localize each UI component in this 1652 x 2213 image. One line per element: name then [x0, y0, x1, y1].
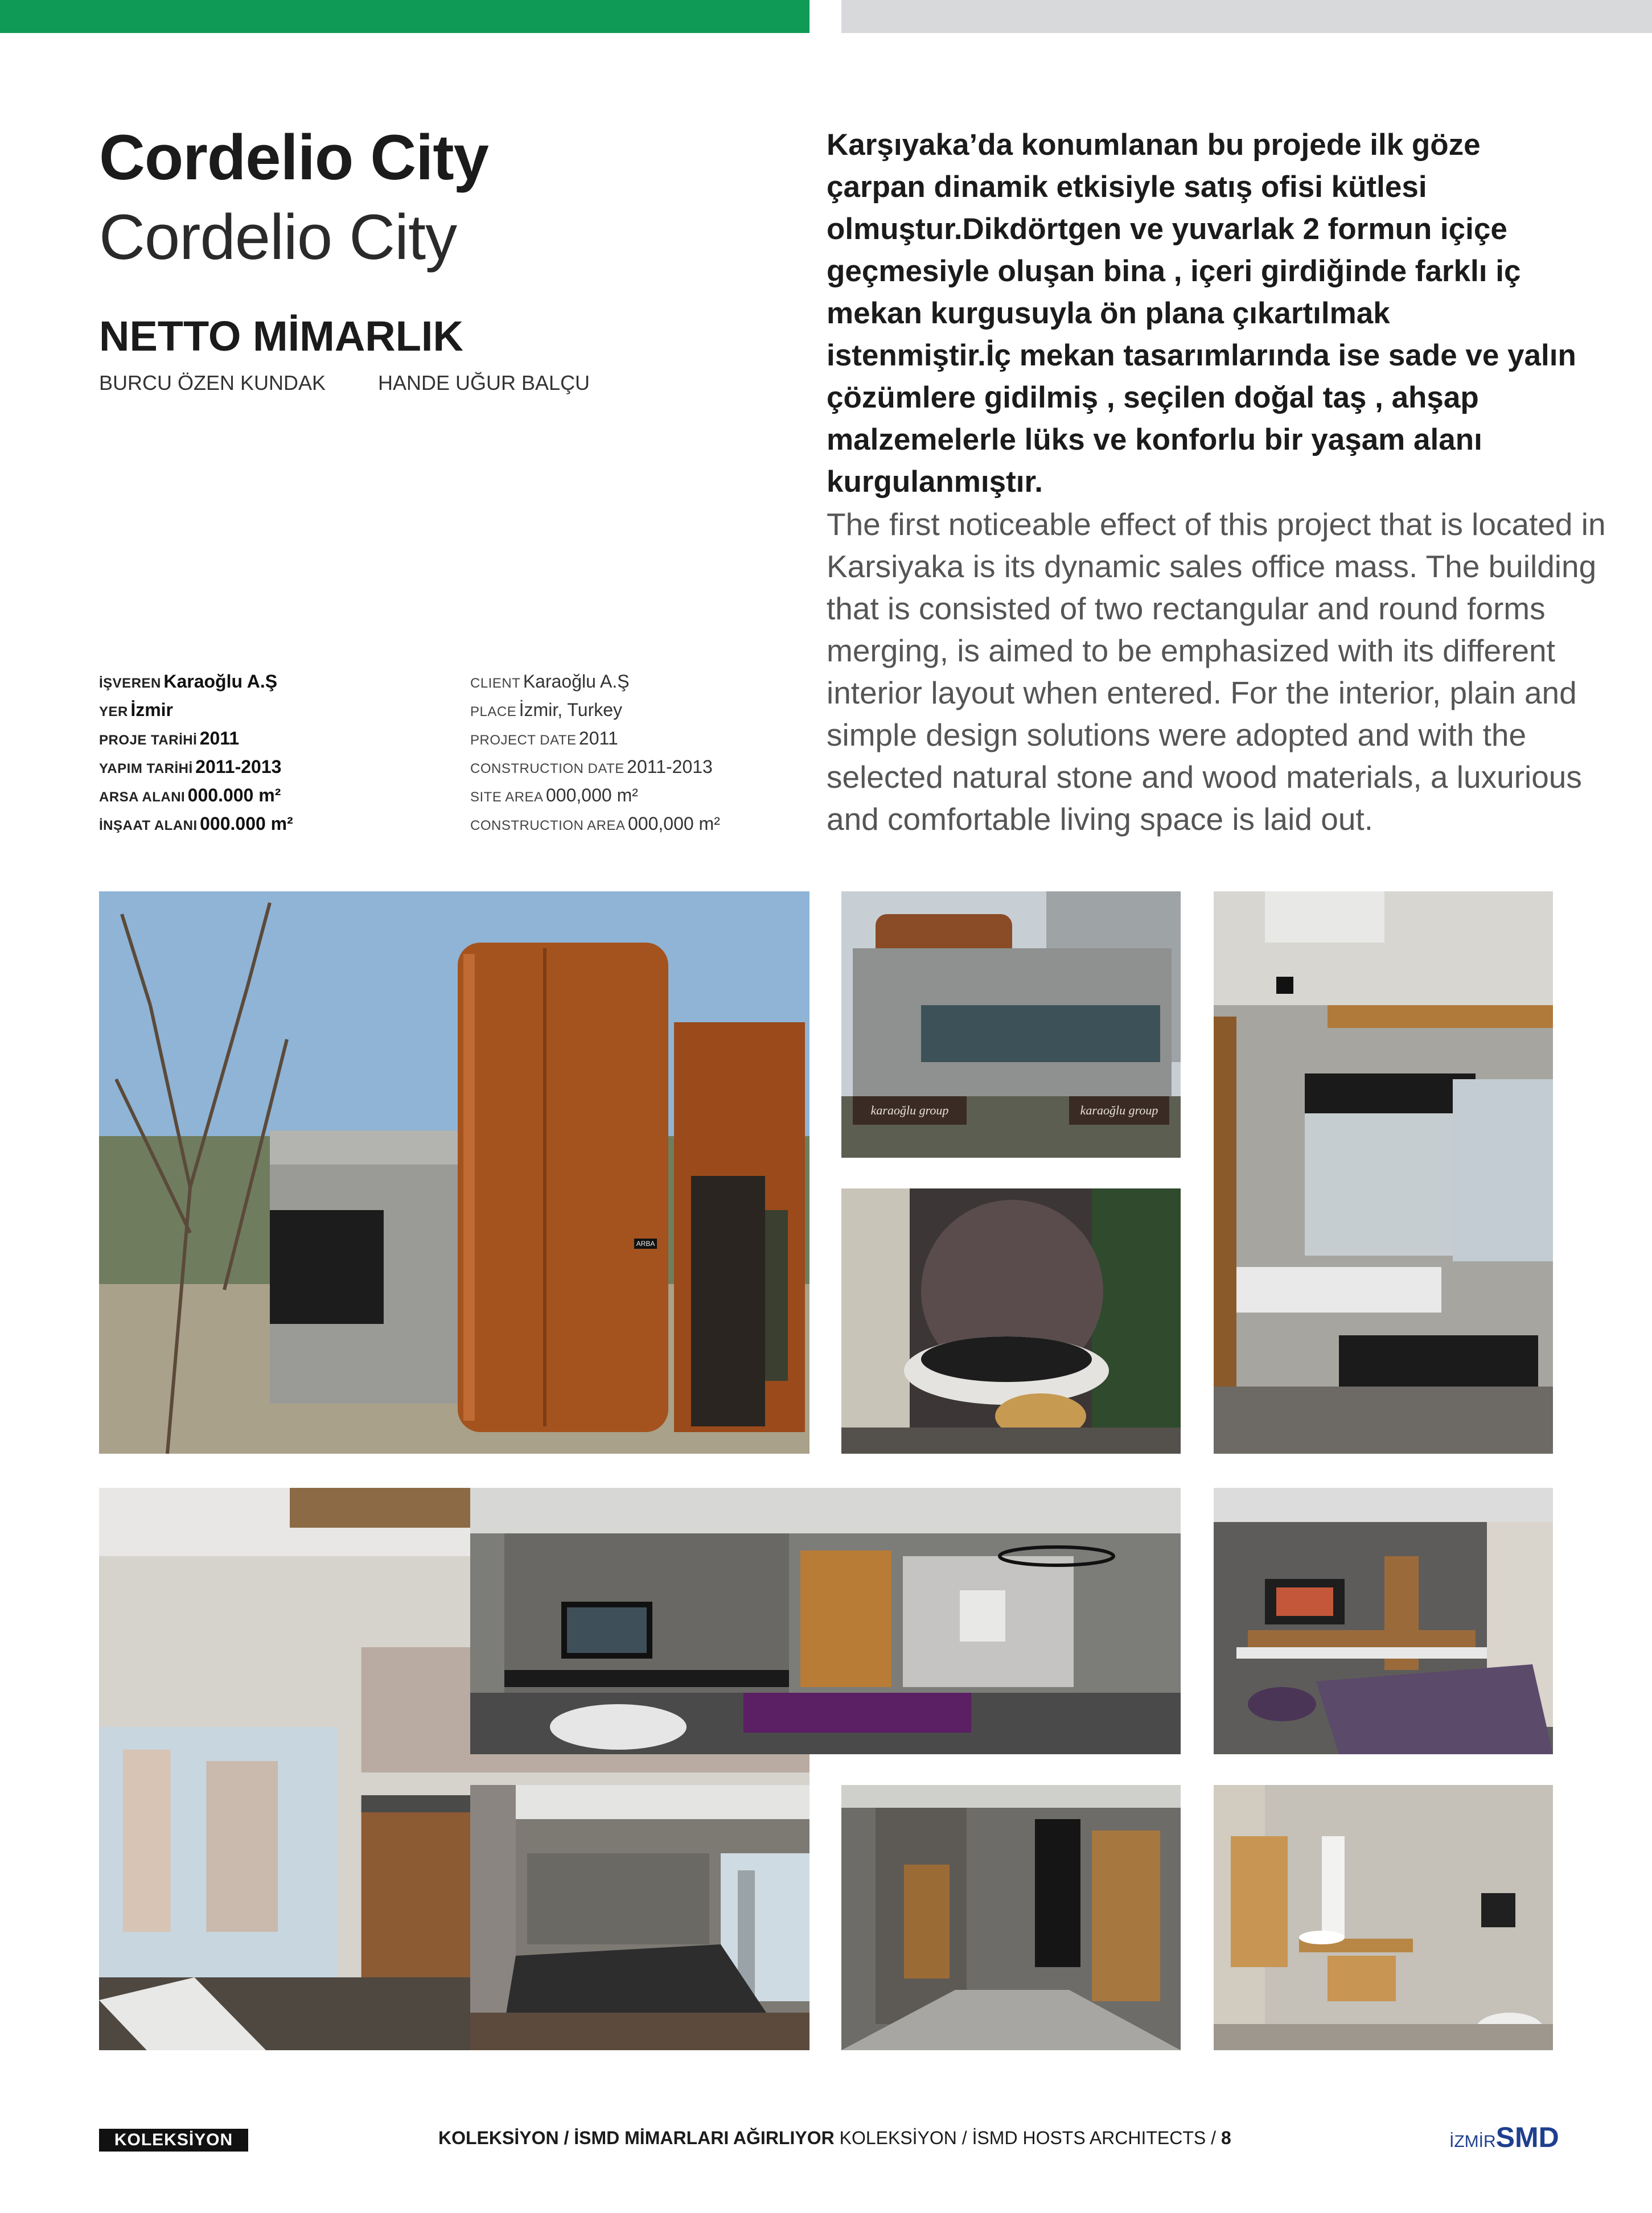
round-seating-photo: [841, 1188, 1181, 1454]
info-row: [99, 781, 429, 809]
footer-title-en: KOLEKSİYON / İSMD HOSTS ARCHITECTS /: [839, 2128, 1217, 2148]
info-key: YER: [99, 704, 128, 719]
info-row: [99, 809, 429, 838]
info-row: [99, 724, 429, 752]
project-title-tr: Cordelio City: [99, 122, 488, 193]
firm-name: NETTO MİMARLIK: [99, 312, 463, 360]
footer-running-title: [438, 2128, 1231, 2149]
exterior-photo: [99, 891, 809, 1454]
info-key: PROJECT DATE: [470, 733, 577, 748]
info-value: 000.000 m²: [187, 785, 281, 805]
bedroom-dark-photo: [470, 1785, 809, 2050]
brand-big: SMD: [1495, 2121, 1559, 2153]
info-value: 000.000 m²: [200, 813, 293, 834]
info-value: Karaoğlu A.Ş: [523, 671, 630, 692]
office-front-photo: [841, 891, 1181, 1158]
info-value: 2011-2013: [627, 756, 713, 777]
architect-name: BURCU ÖZEN KUNDAK: [99, 371, 326, 394]
izmir-smd-logo: [1449, 2121, 1559, 2154]
project-title-en: Cordelio City: [99, 201, 457, 273]
signage-text: karaoğlu group: [1080, 1103, 1158, 1117]
info-value: İzmir, Turkey: [519, 700, 623, 720]
info-value: 000,000 m²: [627, 813, 720, 834]
info-key: CONSTRUCTION AREA: [470, 818, 626, 833]
info-key: PLACE: [470, 704, 517, 719]
info-key: PROJE TARİHİ: [99, 733, 198, 748]
page-number: 8: [1220, 2128, 1231, 2148]
info-row: [470, 724, 800, 752]
info-value: 2011-2013: [195, 756, 282, 777]
nameplate-text: ARBA: [636, 1240, 655, 1248]
architect-name: HANDE UĞUR BALÇU: [378, 371, 590, 394]
project-info-en: [470, 667, 800, 838]
info-row: [99, 667, 429, 696]
bathroom-photo: [1214, 1785, 1553, 2050]
footer-title-tr: KOLEKSİYON / İSMD MİMARLARI AĞIRLIYOR: [438, 2128, 835, 2148]
info-row: [470, 781, 800, 809]
project-info-tr: [99, 667, 429, 838]
info-key: İŞVEREN: [99, 676, 161, 691]
info-row: [470, 752, 800, 781]
description-tr: Karşıyaka’da konumlanan bu projede ilk göze çarpan dinamik etkisiyle satış ofisi kütlesi olmuştur.Dikdörtgen ve yuvarlak 2 formun içiçe geçmesiyle oluşan bina , içeri girdiğinde farklı iç mekan kurgusuyla ön plana çıkartılmak istenmiştir.İç mekan tasarımlarında ise sade ve yalın çözümlere gidilmiş , seçilen doğal taş , ahşap malzemelerle lüks ve konforlu bir yaşam alanı kurgulanmıştır.: [827, 128, 1576, 499]
top-accent-bar: [0, 0, 809, 33]
bedroom-purple-photo: [1214, 1488, 1553, 1754]
info-key: CONSTRUCTION DATE: [470, 761, 624, 776]
info-value: 000,000 m²: [546, 785, 638, 805]
info-key: YAPIM TARİHİ: [99, 761, 193, 776]
info-row: [470, 696, 800, 724]
top-gray-bar: [841, 0, 1652, 33]
info-row: [470, 667, 800, 696]
description-en: The first noticeable effect of this project that is located in Karsiyaka is its dynamic sales office mass. The building that is consisted of two rectangular and round forms merging, is aimed to be emphasized with its different interior layout when entered. For the interior, plain and simple design solutions were adopted and with the selected natural stone and wood materials, a luxurious and comfortable living space is laid out.: [827, 507, 1606, 837]
info-key: CLIENT: [470, 676, 521, 691]
info-value: İzmir: [130, 700, 173, 720]
info-row: [99, 752, 429, 781]
interior-lounge-photo: [1214, 891, 1553, 1454]
magazine-logo: KOLEKSİYON: [99, 2129, 248, 2152]
info-key: İNŞAAT ALANI: [99, 818, 198, 833]
info-value: Karaoğlu A.Ş: [163, 671, 278, 692]
info-row: [470, 809, 800, 838]
info-key: ARSA ALANI: [99, 789, 186, 805]
info-value: 2011: [578, 728, 618, 748]
hallway-photo: [841, 1785, 1181, 2050]
signage-text: karaoğlu group: [870, 1103, 949, 1117]
living-room-photo: [470, 1488, 1181, 1754]
info-key: SITE AREA: [470, 789, 544, 805]
info-row: [99, 696, 429, 724]
brand-small: İZMİR: [1449, 2132, 1496, 2151]
info-value: 2011: [199, 728, 240, 748]
